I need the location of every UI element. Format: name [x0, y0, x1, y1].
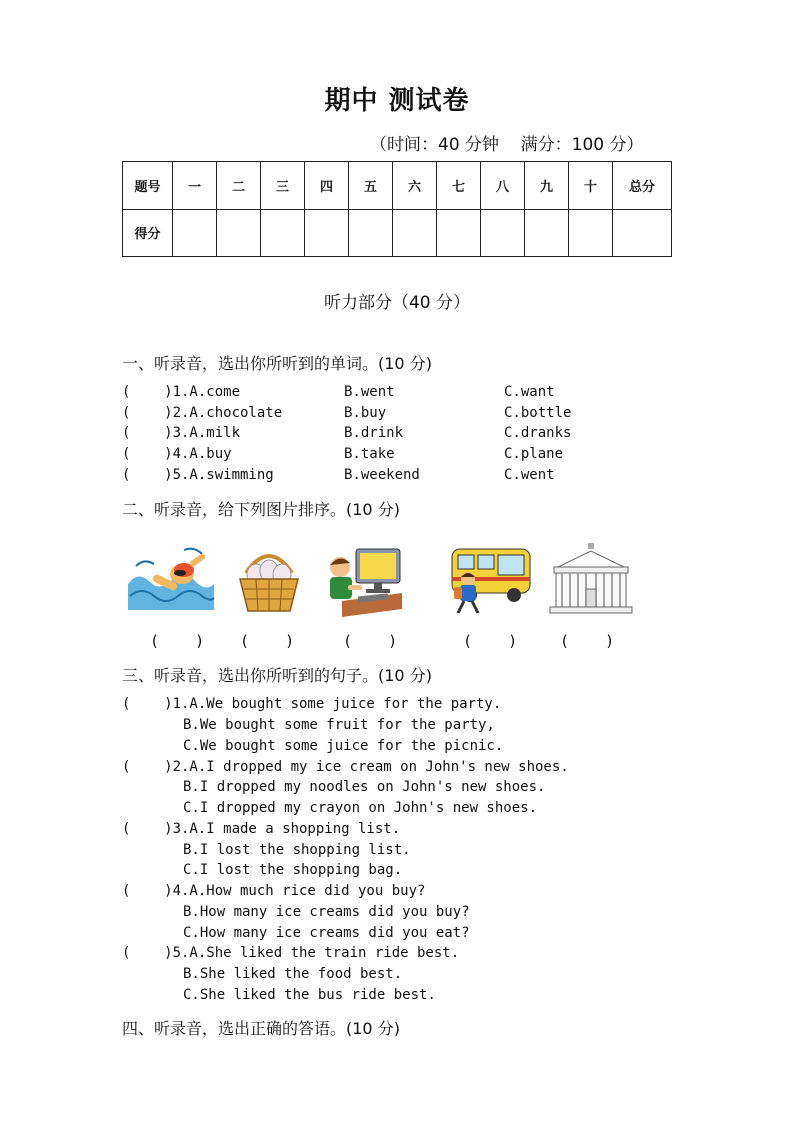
- sec1-item-4-c: C.plane: [504, 446, 564, 462]
- score-cell[interactable]: [393, 209, 437, 257]
- section-4-heading: 四、听录音，选出正确的答语。(10 分): [122, 1019, 400, 1038]
- sec1-item-3-c: C.dranks: [504, 425, 572, 441]
- header-cell: 二: [217, 162, 261, 210]
- header-cell: 九: [525, 162, 569, 210]
- sec1-item-4-b: B.take: [344, 446, 395, 462]
- sec3-q1-b: B.We bought some fruit for the party,: [183, 717, 495, 733]
- sec1-item-5-a: ( )5.A.swimming: [122, 467, 274, 483]
- bus-boy-picture: [446, 543, 534, 617]
- section-1-heading: 一、听录音，选出你所听到的单词。(10 分): [122, 354, 432, 373]
- score-cell[interactable]: [525, 209, 569, 257]
- section-2-heading: 二、听录音，给下列图片排序。(10 分): [122, 500, 400, 519]
- boy-computer-picture: [322, 545, 406, 617]
- score-cell[interactable]: [569, 209, 613, 257]
- header-cell: 六: [393, 162, 437, 210]
- sec1-item-1-c: C.want: [504, 384, 555, 400]
- sec3-q5-c: C.She liked the bus ride best.: [183, 987, 436, 1003]
- egg-basket-picture: [236, 545, 302, 617]
- header-cell: 十: [569, 162, 613, 210]
- score-table: [122, 161, 672, 257]
- header-cell: 总分: [613, 162, 672, 210]
- score-cell[interactable]: [173, 209, 217, 257]
- sec1-item-5-c: C.went: [504, 467, 555, 483]
- sec1-item-1-b: B.went: [344, 384, 395, 400]
- header-cell: 题号: [123, 162, 173, 210]
- sec3-q2-a: ( )2.A.I dropped my ice cream on John's new shoes.: [122, 759, 569, 775]
- sec3-q3-c: C.I lost the shopping bag.: [183, 862, 403, 878]
- section-3-heading: 三、听录音，选出你所听到的句子。(10 分): [122, 666, 432, 685]
- score-cell[interactable]: [349, 209, 393, 257]
- answer-blank-4[interactable]: ( ): [463, 632, 518, 650]
- answer-blank-5[interactable]: ( ): [560, 632, 615, 650]
- sec3-q2-b: B.I dropped my noodles on John's new shoes.: [183, 779, 546, 795]
- sec1-item-2-b: B.buy: [344, 405, 387, 421]
- page-title: 期中 测试卷: [324, 86, 470, 116]
- part-title: 听力部分（40 分）: [323, 293, 471, 313]
- sec3-q4-b: B.How many ice creams did you buy?: [183, 904, 470, 920]
- score-cell[interactable]: [305, 209, 349, 257]
- header-cell: 五: [349, 162, 393, 210]
- sec3-q4-a: ( )4.A.How much rice did you buy?: [122, 883, 426, 899]
- score-cell[interactable]: [261, 209, 305, 257]
- sec3-q1-c: C.We bought some juice for the picnic.: [183, 738, 504, 754]
- sec1-item-3-a: ( )3.A.milk: [122, 425, 241, 441]
- header-cell: 八: [481, 162, 525, 210]
- sec3-q4-c: C.How many ice creams did you eat?: [183, 925, 470, 941]
- sec3-q1-a: ( )1.A.We bought some juice for the party.: [122, 696, 502, 712]
- answer-blank-1[interactable]: ( ): [150, 632, 205, 650]
- exam-info: （时间：40 分钟 满分：100 分）: [370, 135, 644, 155]
- sec3-q2-c: C.I dropped my crayon on John's new shoes.: [183, 800, 538, 816]
- sec3-q5-b: B.She liked the food best.: [183, 966, 403, 982]
- sec3-q3-a: ( )3.A.I made a shopping list.: [122, 821, 401, 837]
- sec1-item-2-c: C.bottle: [504, 405, 572, 421]
- score-table-score-row: [123, 209, 672, 257]
- header-cell: 七: [437, 162, 481, 210]
- sec3-q5-a: ( )5.A.She liked the train ride best.: [122, 945, 460, 961]
- sec1-item-4-a: ( )4.A.buy: [122, 446, 232, 462]
- answer-blank-3[interactable]: ( ): [343, 632, 398, 650]
- score-table-header-row: [123, 162, 672, 210]
- sec1-item-2-a: ( )2.A.chocolate: [122, 405, 283, 421]
- answer-blank-2[interactable]: ( ): [240, 632, 295, 650]
- score-row-label: 得分: [123, 209, 173, 257]
- building-picture: [548, 543, 634, 615]
- sec3-q3-b: B.I lost the shopping list.: [183, 842, 411, 858]
- header-cell: 四: [305, 162, 349, 210]
- score-cell[interactable]: [613, 209, 672, 257]
- header-cell: 一: [173, 162, 217, 210]
- score-cell[interactable]: [481, 209, 525, 257]
- sec1-item-5-b: B.weekend: [344, 467, 420, 483]
- score-cell[interactable]: [217, 209, 261, 257]
- header-cell: 三: [261, 162, 305, 210]
- sec1-item-1-a: ( )1.A.come: [122, 384, 241, 400]
- swimmer-picture: [124, 540, 216, 616]
- score-cell[interactable]: [437, 209, 481, 257]
- sec1-item-3-b: B.drink: [344, 425, 404, 441]
